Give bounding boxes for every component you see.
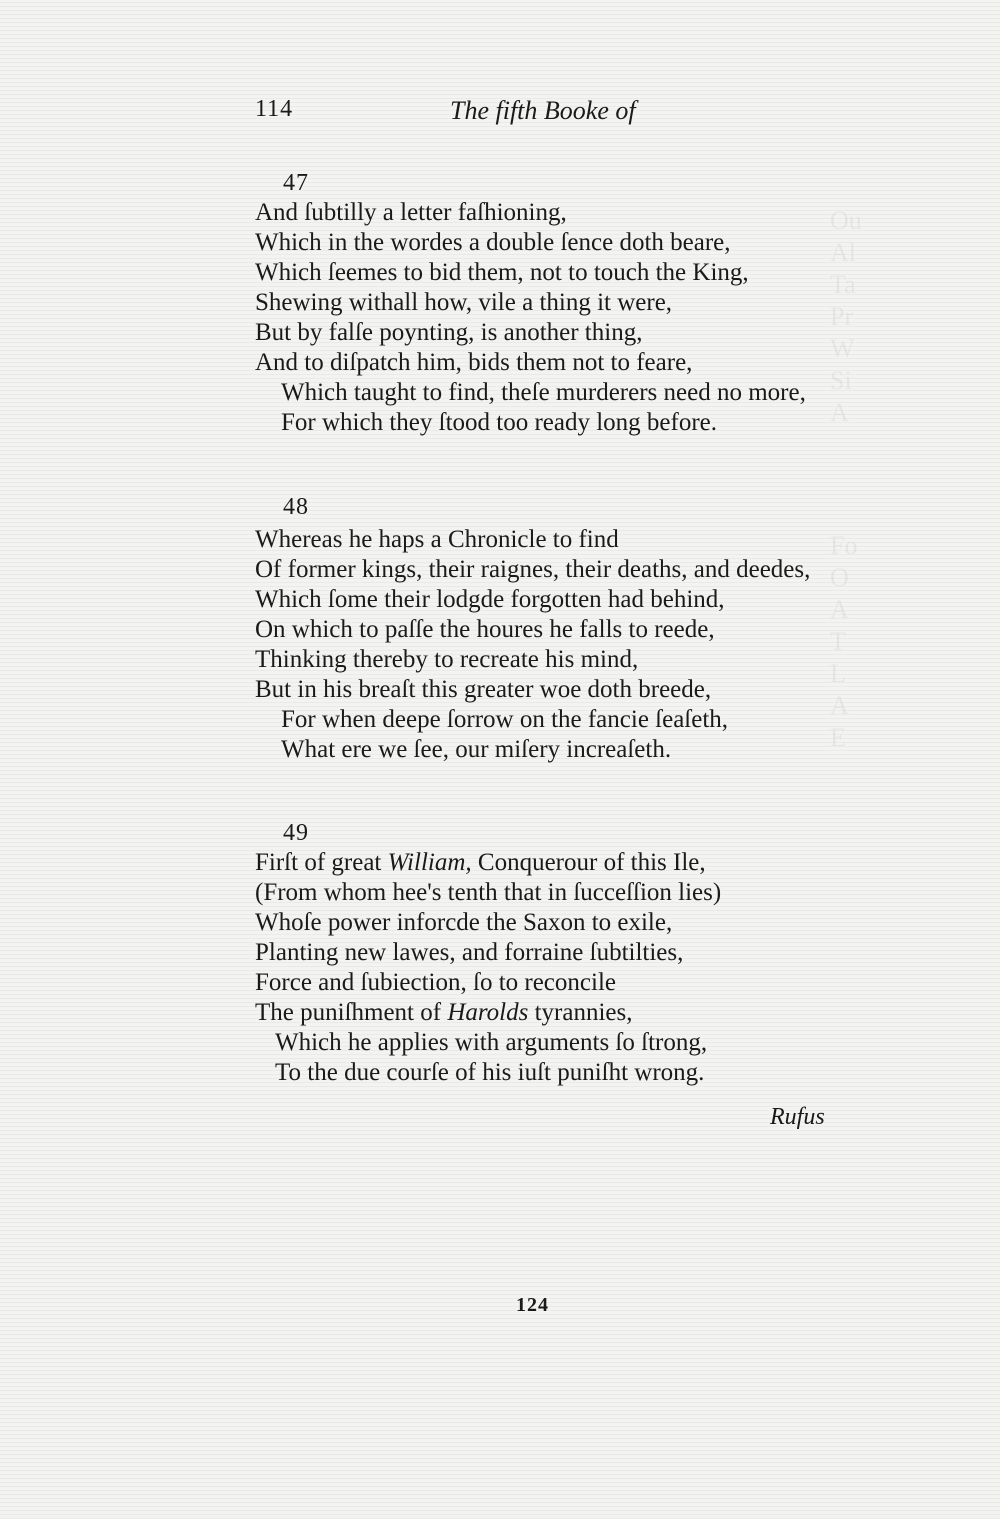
verse-line: Planting new lawes, and forraine ſubtilties, bbox=[255, 939, 684, 966]
running-header bbox=[255, 96, 835, 136]
running-title: The fifth Booke of bbox=[450, 96, 636, 125]
stanza-number: 48 bbox=[283, 494, 309, 520]
verse-line: Force and ſubiection, ſo to reconcile bbox=[255, 969, 616, 996]
stanza-number: 49 bbox=[283, 820, 309, 846]
verse-line: Which taught to find, theſe murderers need no more, bbox=[281, 379, 806, 406]
page-number: 114 bbox=[255, 96, 294, 122]
verse-line: And to diſpatch him, bids them not to feare, bbox=[255, 349, 693, 376]
verse-line: Which in the wordes a double ſence doth beare, bbox=[255, 229, 731, 256]
verse-line: For when deepe ſorrow on the fancie ſeaſeth, bbox=[281, 706, 729, 733]
stanza bbox=[255, 525, 858, 765]
verse-line: For which they ſtood too ready long before. bbox=[281, 409, 718, 436]
stanza bbox=[255, 848, 855, 1088]
verse-line: Whoſe power inforcde the Saxon to exile, bbox=[255, 909, 673, 936]
verse-line: Shewing withall how, vile a thing it were, bbox=[255, 289, 673, 316]
verse-line: But in his breaſt this greater woe doth breede, bbox=[255, 676, 712, 703]
verse-line: Which ſome their lodgde forgotten had behind, bbox=[255, 586, 725, 613]
show-through-text: Ou Al Ta Pr W Si A bbox=[830, 206, 862, 427]
verse-line: On which to paſſe the houres he falls to reede, bbox=[255, 616, 715, 643]
show-through-text: Fo O A T L A E bbox=[830, 531, 858, 752]
verse-line: (From whom hee's tenth that in ſucceſſion lies) bbox=[255, 879, 722, 906]
footer-page-number: 124 bbox=[516, 1294, 549, 1316]
verse-line: Whereas he haps a Chronicle to find bbox=[255, 526, 619, 553]
verse-line: Firſt of great William, Conquerour of this Ile, bbox=[255, 849, 706, 876]
verse-line: Of former kings, their raignes, their deaths, and deedes, bbox=[255, 556, 811, 583]
verse-line: And ſubtilly a letter faſhioning, bbox=[255, 199, 567, 226]
verse-line: Which he applies with arguments ſo ſtrong, bbox=[275, 1029, 708, 1056]
verse-line: Which ſeemes to bid them, not to touch the King, bbox=[255, 259, 749, 286]
stanza-number: 47 bbox=[283, 170, 309, 196]
verse-line: Thinking thereby to recreate his mind, bbox=[255, 646, 639, 673]
stanza bbox=[255, 198, 855, 438]
verse-line: But by falſe poynting, is another thing, bbox=[255, 319, 643, 346]
catchword: Rufus bbox=[770, 1104, 825, 1130]
verse-line: The puniſhment of Harolds tyrannies, bbox=[255, 999, 633, 1026]
verse-line: What ere we ſee, our miſery increaſeth. bbox=[281, 736, 672, 763]
verse-line: To the due courſe of his iuſt puniſht wrong. bbox=[275, 1059, 705, 1086]
